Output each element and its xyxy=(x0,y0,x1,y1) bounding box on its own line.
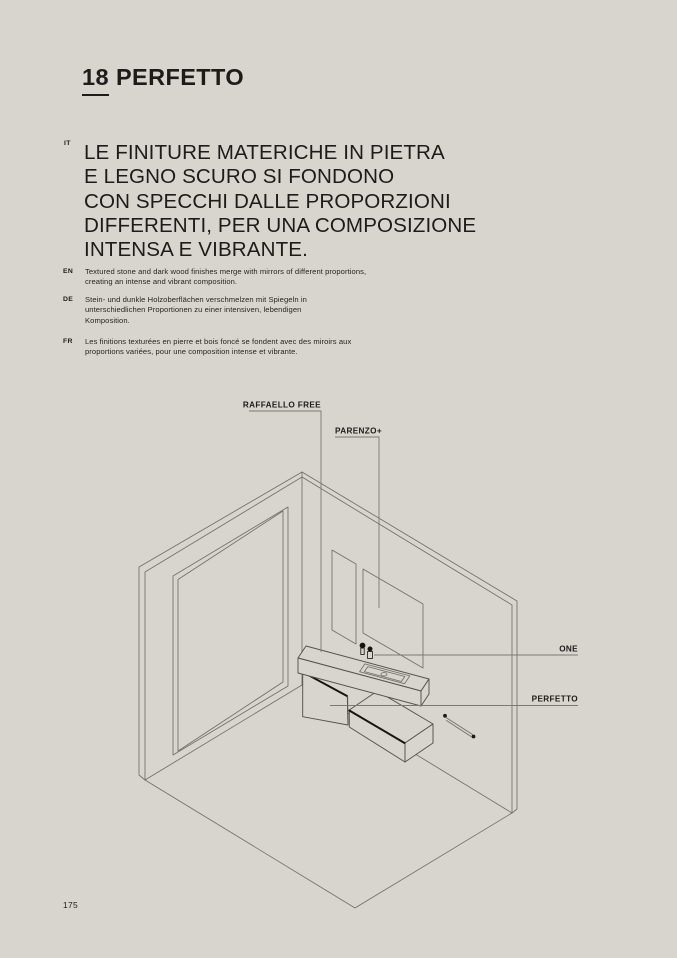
tumbler-top xyxy=(368,647,373,652)
composition-name: PERFETTO xyxy=(115,64,245,90)
faucet-set xyxy=(360,643,373,659)
towel-bar xyxy=(443,714,475,739)
it-line: INTENSA E VIBRANTE. xyxy=(84,238,308,262)
page-number: 175 xyxy=(63,900,79,910)
towel-bar-rail xyxy=(446,718,473,735)
it-line: CON SPECCHI DALLE PROPORZIONI xyxy=(84,189,451,213)
lang-tag-fr: FR xyxy=(63,338,73,345)
callout-raffaello-free: RAFFAELLO FREE xyxy=(242,400,321,410)
intro-text-fr: Les finitions texturées en pierre et bois foncé se fondent avec des miroirs aux proportions variées, pour une composition intense et vibrante. xyxy=(85,337,352,357)
lang-tag-en: EN xyxy=(63,268,74,275)
it-line: DIFFERENTI, PER UNA COMPOSIZIONE xyxy=(84,213,477,237)
it-line: LE FINITURE MATERICHE IN PIETRA xyxy=(84,141,445,164)
towel-bar-mount xyxy=(472,735,476,739)
towel-bar-rail xyxy=(447,721,472,737)
composition-number: 18 xyxy=(82,64,109,96)
callout-parenzo: PARENZO+ xyxy=(335,426,383,436)
tumbler-glass xyxy=(368,652,373,659)
faucet-body xyxy=(361,648,364,655)
faucet-icon xyxy=(360,643,366,649)
callout-one: ONE xyxy=(559,644,578,654)
callout-perfetto: PERFETTO xyxy=(531,694,578,704)
intro-text-de: Stein- und dunkle Holzoberflächen verschmelzen mit Spiegeln in unterschiedlichen Proportionen zu einer intensiven, lebendigen Komposition. xyxy=(85,295,307,325)
lang-tag-it: IT xyxy=(64,140,71,147)
towel-bar-mount xyxy=(443,714,447,718)
intro-text-en: Textured stone and dark wood finishes merge with mirrors of different proportions, creating an intense and vibrant composition. xyxy=(85,267,367,287)
it-line: E LEGNO SCURO SI FONDONO xyxy=(84,165,395,189)
lang-tag-de: DE xyxy=(63,296,74,303)
mirror-narrow xyxy=(332,550,356,644)
